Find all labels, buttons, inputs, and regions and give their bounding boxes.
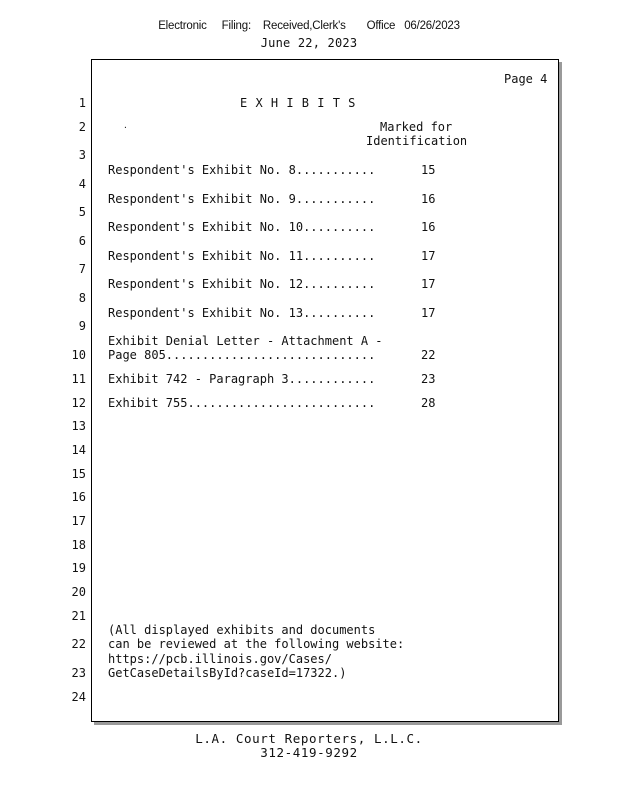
line-number: 21 — [71, 609, 86, 623]
line-number: 11 — [71, 372, 86, 386]
line-number: 22 — [71, 637, 86, 651]
exhibit-label: Respondent's Exhibit No. 9........... — [108, 192, 376, 206]
exhibit-page: 15 — [421, 163, 436, 177]
line-number: 6 — [78, 234, 86, 248]
line-number: 8 — [78, 291, 86, 305]
reporter-company: L.A. Court Reporters, L.L.C. — [195, 731, 423, 746]
exhibit-page: 17 — [421, 306, 436, 320]
exhibit-page: 28 — [421, 396, 436, 410]
line-number: 2 — [78, 120, 86, 134]
line-number: 17 — [71, 514, 86, 528]
exhibit-label: Respondent's Exhibit No. 11.......... — [108, 249, 376, 263]
line-number: 7 — [78, 262, 86, 276]
note-line: can be reviewed at the following website: — [108, 637, 405, 651]
exhibit-page: 17 — [421, 277, 436, 291]
line-number: 20 — [71, 585, 86, 599]
exhibit-page: 16 — [421, 192, 436, 206]
exhibit-label: Exhibit 742 - Paragraph 3............ — [108, 372, 376, 386]
line-number: 4 — [78, 177, 86, 191]
line-number: 14 — [71, 443, 86, 457]
transcript-date: June 22, 2023 — [260, 36, 358, 50]
exhibit-page: 16 — [421, 220, 436, 234]
filing-stamp: Electronic Filing: Received,Clerk's Office 06/26/2023 — [158, 20, 460, 32]
reporter-phone: 312-419-9292 — [260, 745, 358, 760]
exhibit-label: Page 805............................. — [108, 348, 376, 362]
note-url-line: GetCaseDetailsById?caseId=17322.) — [108, 666, 347, 680]
line-number: 5 — [78, 205, 86, 219]
exhibit-label: Respondent's Exhibit No. 8........... — [108, 163, 376, 177]
exhibit-page: 22 — [421, 348, 436, 362]
reporter-footer — [0, 732, 618, 760]
column-header-identification: Identification — [366, 134, 468, 148]
exhibit-label-line1: Exhibit Denial Letter - Attachment A - — [108, 334, 383, 348]
line-number: 15 — [71, 467, 86, 481]
line-number: 1 — [78, 96, 86, 110]
line-number: 18 — [71, 538, 86, 552]
exhibit-label: Exhibit 755.......................... — [108, 396, 376, 410]
line-number: 9 — [78, 319, 86, 333]
line-number: 23 — [71, 666, 86, 680]
column-header-marked: Marked for — [380, 120, 453, 134]
note-url-line: https://pcb.illinois.gov/Cases/ — [108, 652, 332, 666]
exhibit-page: 17 — [421, 249, 436, 263]
exhibit-page: 23 — [421, 372, 436, 386]
note-line: (All displayed exhibits and documents — [108, 623, 376, 637]
exhibits-title: E X H I B I T S — [240, 96, 356, 110]
page-number: Page 4 — [504, 72, 548, 86]
exhibit-label: Respondent's Exhibit No. 12.......... — [108, 277, 376, 291]
line-number: 19 — [71, 561, 86, 575]
exhibit-label: Respondent's Exhibit No. 10.......... — [108, 220, 376, 234]
line-number: 24 — [71, 690, 86, 704]
stray-mark: · — [123, 123, 128, 132]
line-number: 3 — [78, 148, 86, 162]
line-number: 10 — [71, 348, 86, 362]
line-number: 16 — [71, 490, 86, 504]
line-number: 12 — [71, 396, 86, 410]
exhibit-label: Respondent's Exhibit No. 13.......... — [108, 306, 376, 320]
line-number: 13 — [71, 419, 86, 433]
